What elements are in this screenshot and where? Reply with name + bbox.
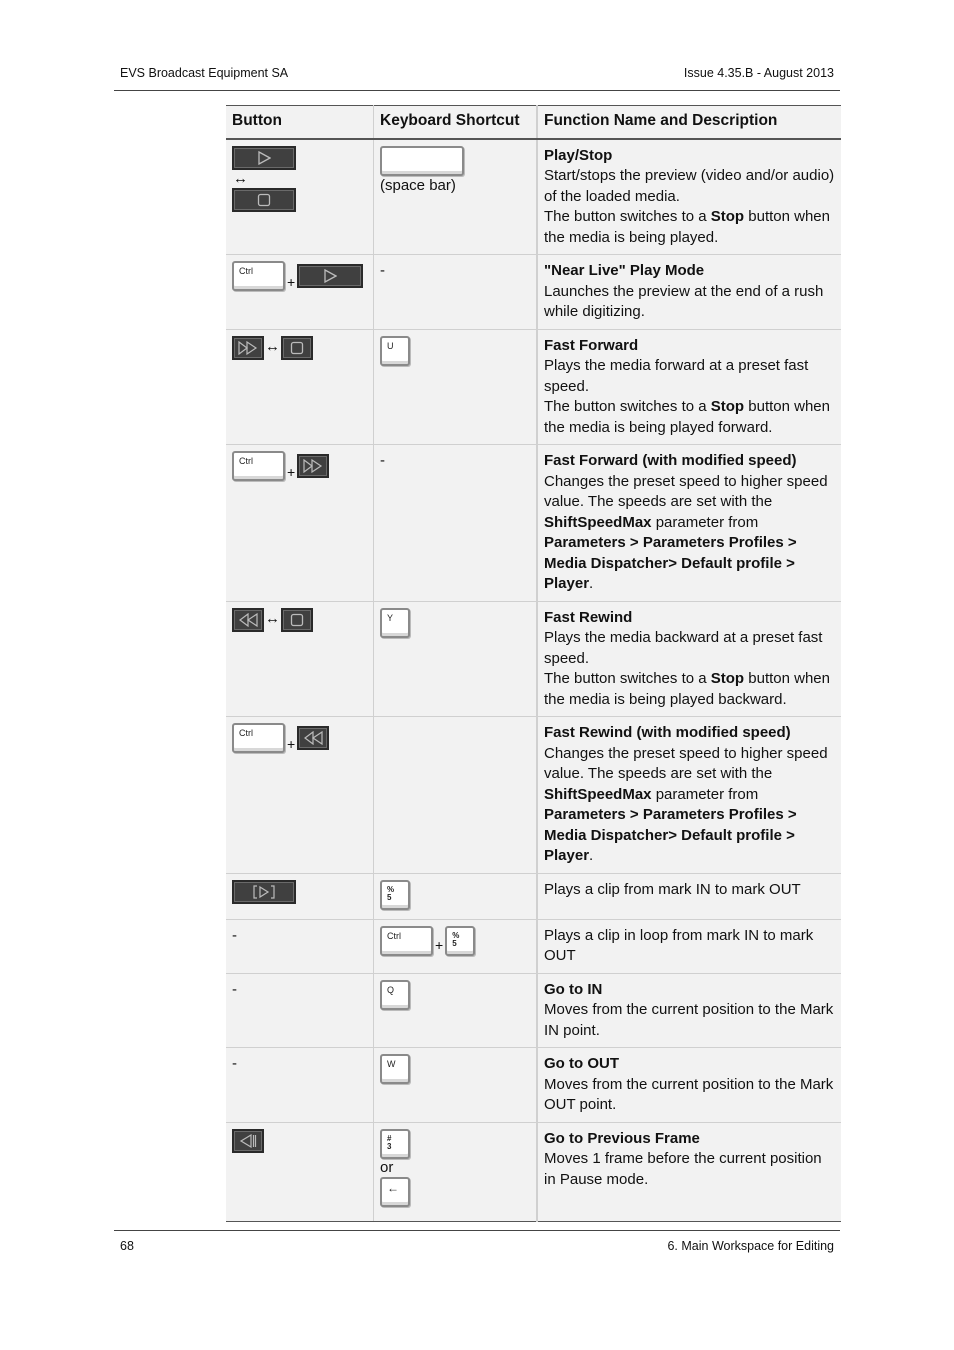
function-title: Fast Forward (with modified speed)	[544, 452, 797, 469]
table-row	[226, 329, 841, 445]
table-row	[226, 717, 841, 874]
table-row	[226, 255, 841, 330]
function-title: Go to Previous Frame	[544, 1129, 700, 1147]
header-issue: Issue 4.35.B - August 2013	[683, 66, 834, 80]
ctrl-key	[232, 451, 285, 481]
play-button[interactable]	[297, 264, 363, 288]
function-desc: Moves from the current position to the Mark IN point.	[544, 1001, 834, 1039]
ctrl-key-label: Ctrl	[239, 266, 253, 276]
shortcut-table	[226, 105, 841, 1222]
stop-keyword: Stop	[710, 208, 745, 225]
stop-icon	[290, 613, 304, 627]
ctrl-key-label: Ctrl	[239, 728, 253, 738]
table-row	[226, 873, 841, 919]
ctrl-key-label: Ctrl	[239, 456, 253, 466]
fast-forward-button[interactable]	[232, 336, 264, 360]
function-desc-2: The button switches to a	[544, 208, 711, 225]
play-in-out-button[interactable]	[232, 880, 296, 904]
key-bottom-char: 5	[452, 938, 457, 948]
stop-button[interactable]	[281, 336, 313, 360]
param-name: ShiftSpeedMax	[544, 513, 652, 531]
hash-3-key-label	[387, 1135, 391, 1151]
function-desc: Changes the preset speed to higher speed value. The speeds are set with the	[544, 744, 828, 782]
function-desc-2: parameter from	[651, 785, 759, 803]
ctrl-key	[380, 926, 433, 956]
table-header-row	[226, 106, 841, 139]
play-icon	[257, 151, 271, 165]
plus-sign: +	[287, 736, 296, 752]
swap-arrow: ↔	[233, 169, 248, 187]
col-header-function: Function Name and Description	[537, 106, 841, 139]
fast-rewind-button[interactable]	[297, 726, 329, 750]
stop-icon	[290, 341, 304, 355]
function-desc: Plays a clip from mark IN to mark OUT	[544, 880, 801, 898]
function-title: Fast Rewind	[544, 608, 633, 626]
key-top-char: %	[452, 930, 460, 940]
table-row	[226, 1048, 841, 1123]
shortcut-none: -	[374, 255, 538, 330]
percent-5-key	[380, 880, 410, 910]
stop-keyword: Stop	[710, 670, 745, 687]
page-footer	[114, 1230, 840, 1261]
function-desc-3: button when the media is being played forward.	[544, 398, 830, 436]
function-title: Fast Rewind (with modified speed)	[544, 724, 791, 741]
stop-button[interactable]	[281, 608, 313, 632]
stop-button[interactable]	[232, 188, 296, 212]
q-key	[380, 980, 410, 1010]
function-desc-3: button when the media is being played backward.	[544, 670, 830, 708]
function-title: Play/Stop	[544, 146, 613, 164]
w-key-label: W	[387, 1059, 396, 1069]
left-arrow-key-label: ←	[387, 1180, 399, 1195]
play-button[interactable]	[232, 146, 296, 170]
w-key	[380, 1054, 410, 1084]
u-key	[380, 336, 410, 366]
col-header-shortcut: Keyboard Shortcut	[374, 106, 538, 139]
param-name: ShiftSpeedMax	[544, 785, 652, 803]
ctrl-key-label: Ctrl	[387, 930, 401, 941]
fast-rewind-icon	[238, 613, 258, 627]
y-key	[380, 608, 410, 638]
button-none: -	[226, 1048, 374, 1123]
function-desc: Moves from the current position to the Mark OUT point.	[544, 1075, 834, 1113]
space-bar-key	[380, 146, 464, 176]
param-path: Parameters > Parameters Profiles > Media Dispatcher> Default profile > Player	[544, 534, 797, 592]
header-company: EVS Broadcast Equipment SA	[120, 66, 289, 80]
page-number: 68	[120, 1239, 134, 1253]
ctrl-key	[232, 261, 285, 291]
fast-forward-button[interactable]	[297, 454, 329, 478]
shortcut-none: -	[374, 445, 538, 602]
function-desc-2: parameter from	[651, 513, 759, 531]
percent-5-key-label	[387, 886, 394, 902]
table-row	[226, 601, 841, 717]
swap-arrow: ↔	[265, 338, 280, 356]
key-top-char: #	[387, 1133, 392, 1143]
q-key-label: Q	[387, 984, 395, 995]
table-row	[226, 919, 841, 973]
hash-3-key	[380, 1129, 410, 1159]
stop-icon	[257, 193, 271, 207]
percent-5-key-label	[452, 932, 459, 948]
function-title: Go to IN	[544, 980, 603, 998]
function-title: Go to OUT	[544, 1055, 619, 1072]
function-title: Fast Forward	[544, 336, 639, 354]
function-desc-2: The button switches to a	[544, 670, 711, 687]
play-icon	[323, 269, 337, 283]
fast-rewind-button[interactable]	[232, 608, 264, 632]
function-desc: Changes the preset speed to higher speed value. The speeds are set with the	[544, 472, 828, 510]
function-title: "Near Live" Play Mode	[544, 262, 705, 279]
ctrl-key	[232, 723, 285, 753]
or-label: or	[380, 1158, 394, 1176]
sentence-end: .	[589, 847, 594, 864]
play-in-out-icon	[253, 885, 275, 899]
stop-keyword: Stop	[710, 398, 745, 415]
button-none: -	[226, 973, 374, 1048]
function-desc: Plays the media forward at a preset fast speed.	[544, 357, 809, 395]
sentence-end: .	[589, 575, 594, 592]
function-desc: Plays the media backward at a preset fast speed.	[544, 629, 823, 667]
previous-frame-button[interactable]	[232, 1129, 264, 1153]
u-key-label: U	[387, 340, 394, 351]
plus-sign: +	[435, 937, 444, 953]
key-bottom-char: 5	[387, 892, 392, 902]
table-row	[226, 973, 841, 1048]
function-desc-3: button when the media is being played.	[544, 208, 830, 246]
swap-arrow: ↔	[265, 610, 280, 628]
function-desc: Plays a clip in loop from mark IN to mark OUT	[544, 926, 814, 964]
function-desc: Moves 1 frame before the current position in Pause mode.	[544, 1150, 822, 1188]
percent-5-key	[445, 926, 475, 956]
key-top-char: %	[387, 884, 395, 894]
fast-rewind-icon	[303, 731, 323, 745]
table-row	[226, 1122, 841, 1221]
key-bottom-char: 3	[387, 1141, 392, 1151]
page-header	[114, 60, 840, 91]
fast-forward-icon	[303, 459, 323, 473]
chapter-title: 6. Main Workspace for Editing	[667, 1239, 834, 1253]
col-header-button: Button	[226, 106, 374, 139]
param-path: Parameters > Parameters Profiles > Media Dispatcher> Default profile > Player	[544, 806, 797, 864]
space-bar-label: (space bar)	[380, 176, 456, 194]
y-key-label: Y	[387, 612, 394, 623]
plus-sign: +	[287, 464, 296, 480]
left-arrow-key	[380, 1177, 410, 1207]
function-desc: Launches the preview at the end of a rush while digitizing.	[544, 282, 824, 320]
function-desc-2: The button switches to a	[544, 398, 711, 415]
button-none: -	[226, 919, 374, 973]
plus-sign: +	[287, 274, 296, 290]
table-row	[226, 445, 841, 602]
table-row	[226, 139, 841, 255]
fast-forward-icon	[238, 341, 258, 355]
previous-frame-icon	[239, 1134, 257, 1148]
function-desc: Start/stops the preview (video and/or audio) of the loaded media.	[544, 167, 835, 205]
